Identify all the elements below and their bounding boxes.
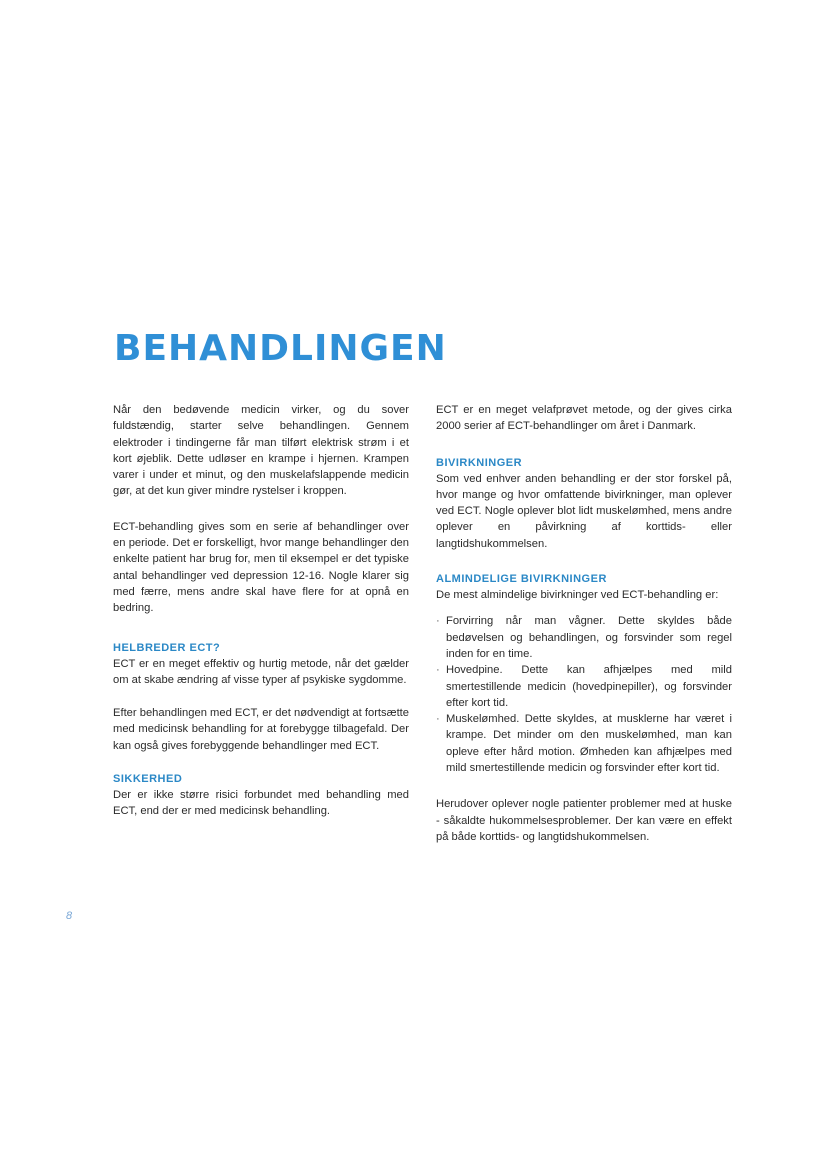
list-item xyxy=(436,613,732,662)
side-effects-list xyxy=(436,613,732,776)
paragraph-treatment-start: Når den bedøvende medicin virker, og du sover fuldstændig, starter selve behandlingen. Gennem elektroder i tindingerne får man tilført elektrisk strøm i et kort øjeblik. Dette udløser en krampe i hjernen. Krampen varer i under et minut, og den muskelafslappende medicin gør, at det kun giver mindre rystelser i kroppen. xyxy=(113,404,409,498)
paragraph-common-side-effects-intro: De mest almindelige bivirkninger ved ECT-behandling er: xyxy=(436,589,719,602)
list-item-text: Hovedpine. Dette kan afhjælpes med mild smertestillende medicin (hovedpinepiller), og forsvinder efter kort tid. xyxy=(446,664,732,709)
bullet-icon: · xyxy=(436,615,440,628)
page-number: 8 xyxy=(66,910,73,922)
left-column xyxy=(113,402,409,837)
page-title: BEHANDLINGEN xyxy=(114,328,447,369)
paragraph-memory-problems: Herudover oplever nogle patienter problemer med at huske - såkaldte hukommelsesproblemer. Der kan være en effekt på både korttids- og langtidshukommelsen. xyxy=(436,798,732,843)
paragraph-side-effects: Som ved enhver anden behandling er der stor forskel på, hvor mange og hvor omfattende bivirkninger, man oplever ved ECT. Nogle oplever blot lidt muskelømhed, mens andre oplever en påvirkning af korttids- eller langtidshukommelsen. xyxy=(436,472,732,550)
right-column xyxy=(436,402,732,862)
paragraph-well-tested: ECT er en meget velafprøvet metode, og der gives cirka 2000 serier af ECT-behandlinger om året i Danmark. xyxy=(436,404,732,433)
bullet-icon: · xyxy=(436,664,440,677)
paragraph-safety: Der er ikke større risici forbundet med behandling med ECT, end der er med medicinsk behandling. xyxy=(113,789,409,818)
paragraph-effective: ECT er en meget effektiv og hurtig metode, når det gælder om at skabe ændring af visse typer af psykiske sygdomme. xyxy=(113,657,409,686)
heading-almindelige-bivirkninger: ALMINDELIGE BIVIRKNINGER xyxy=(436,573,607,586)
bullet-icon: · xyxy=(436,713,440,726)
list-item-text: Forvirring når man vågner. Dette skyldes både bedøvelsen og behandlingen, og forsvinder som regel inden for en time. xyxy=(446,615,732,660)
heading-sikkerhed: SIKKERHED xyxy=(113,773,183,786)
list-item-text: Muskelømhed. Dette skyldes, at musklerne har været i krampe. Det minder om den muskelømhed, man kan opleve efter hård motion. Ømheden kan afhjælpes med mild smertestillende medicin og forsvinder efter kort tid. xyxy=(446,713,732,775)
paragraph-treatment-series: ECT-behandling gives som en serie af behandlinger over en periode. Det er forskelligt, hvor mange behandlinger den enkelte patient har brug for, men til eksempel er det typiske antal behandlinger ved depression 12-16. Nogle klarer sig med færre, mens andre skal have flere for at opnå en bedring. xyxy=(113,520,409,615)
list-item xyxy=(436,662,732,711)
paragraph-after-treatment: Efter behandlingen med ECT, er det nødvendigt at fortsætte med medicinsk behandling for at forebygge tilbagefald. Der kan også gives forebyggende behandlinger med ECT. xyxy=(113,707,410,752)
heading-bivirkninger: BIVIRKNINGER xyxy=(436,456,523,469)
heading-helbreder-ect: HELBREDER ECT? xyxy=(113,641,221,654)
list-item xyxy=(436,711,732,776)
